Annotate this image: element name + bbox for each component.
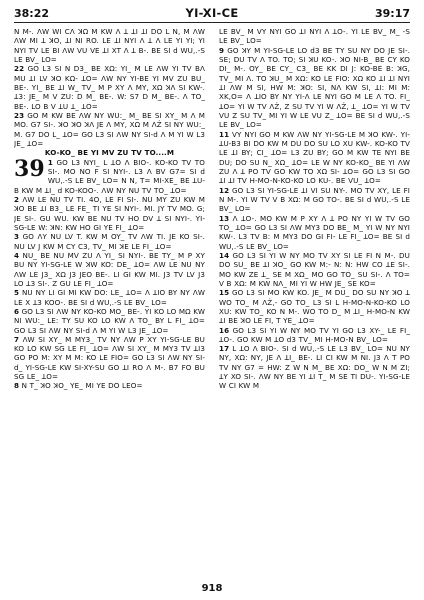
verse-text: GO M KW BE ΛW NY WU:_ M_ BE SI XY_ M Λ M MO. G7 SI-. ꓘO ꓘO ꓘΛ JE Λ MY, XΩ M ΛŹ SI NY WU:_ M. G7 DO L_ ꓕO= GO L3 SI ΛW NY SI-d Λ M YI W L3 JE_ ꓕO= (14, 110, 205, 148)
paragraph (14, 27, 205, 64)
paragraph (14, 335, 205, 382)
verse-text: GO L3 SI YI W NY MO TV YI GO L3 XY-_ LE FI_ ꓕO-. GO KW M ꓕO d3 TV_ MI H-MO-N BV_ LO= (219, 325, 410, 344)
paragraph (219, 186, 410, 214)
verse-number: 16 (219, 325, 230, 335)
verse-text: GO L3 SI ΛW NY KO-KO MO_ BE-. YI KO LO MΩ KW NI WU:_ LE: TY SU KO LO KW Λ TO_ BY L FI_ ꓕO= GO L3 SI ΛW NY SI-d Λ M YI W L3 JE_ ꓕO= (14, 306, 205, 335)
verse-number: 13 (219, 213, 230, 223)
verse-number: 23 (14, 110, 25, 120)
paragraph (219, 288, 410, 325)
paragraph (14, 381, 205, 390)
paragraph (219, 130, 410, 186)
verse-text: NU NY LI GI MI KW DO: LE_ ꓕO= Λ ꓕIO BY NY ΛW LE X ꓕ3 KOO-. BE SI d WU,.-S LE BV_ LO= (14, 288, 205, 307)
chapter-number: 39 (14, 155, 45, 182)
verse-text: L ꓕO Λ BIO-. SI d WU,.-S LE L3 BV_ LO= NU NY NY, XΩ: NY, JE Λ ꓕI_ BE-. LI CI KW M NI. J3 Λ T PO TV NY G7 = HW: Z W N M_ BE XΩ: DO_ W N M ZI; ꓕY XO SI-. ΛW NY BE YI ꓕI T_ M SE TI DU-. YI-SG-LE W CI KW M (219, 344, 410, 391)
verse-text: GO L3 NYI_ L ꓕO Λ BIO-. KO-KO TV TO SI-. MO NO F SI NYI-. L3 Λ BV G7= SI d WU,.-S LE BV_ LO= N N, T= MI-XE_ BE ꓕU-B KW M ꓕI_ d KO-KOO-. ΛW NY NU TV TO_ ꓕO= (14, 157, 205, 195)
right-column (219, 27, 410, 573)
paragraph (14, 307, 205, 335)
paragraph (14, 195, 205, 232)
verse-text: NU_ BE NU MV ZU Λ YI_ SI NYI-. BE TY_ M P XY BU NY YI-SG-LE W ꓘW KO: DE_ ꓕO= ΛW LE NU NY ΛW LE J3_ XΩ J3 JEO BE-. LI GI KW MI. J3 TV LV J3 LO ꓕ3 SI-. Z GU LE FI_ ꓕO= (14, 250, 205, 288)
book-title: YI-XI-CE (185, 6, 239, 20)
paragraph (14, 251, 205, 288)
paragraph (219, 326, 410, 345)
verse-number: 3 (14, 232, 20, 242)
verse-number: 1 (47, 157, 53, 167)
verse-text: GO L3 SI MO KW KO. JE_ M DU_ DO SU NY ꓘO ꓕ WO TO_ M ΛŹ,- GO TO_ L3 SI L H-MO-N-KO-KO LO XU: KW TO_ KO N M-. WO TO D_ M ꓕI_ H-MO-N KW ꓕI BE ꓘO LE FI, T YE_ ꓕO= (219, 288, 410, 326)
verse-number: 15 (219, 288, 230, 298)
verse-number: 2 (14, 194, 20, 204)
page-header (14, 4, 410, 23)
verse-text: GO L3 SI N D3_ BE XΩ: YI_ M LE ΛW YI TV BΛ MU ꓕI LV ꓘO KΩ- ꓕO= ΛW NY YI-BE YI MV ZU BU_ BE-. YI_ BE ꓕI W_ TV_ M P XY Λ MY, XΩ ꓘΛ SI KW-. ꓕ3: JE_ M V ZU: D M_ BE-. W: S7 D M_ BE-. Λ TO_ BE-. LO B V ꓕU ꓕ_ ꓕO= (14, 64, 205, 111)
verse-text: VY NYI GO M KW ΛW NY YI-SG-LE M ꓘO KW-. YI-ꓕU-B3 BI DO KW M DU DO SU LO XU KW-. KO-KO TV LE ꓕI BY; CI_ ꓕO= L3 ZU BY; GO M KW TE NYI BE DU; DO SU N_ XΩ_ ꓕO= LE W NY KO-KO_ BE YI ΛW ZU Λ ꓕ PO TV GO KW TO XΩ SI- ꓕO= GO L3 SI GO ꓕI ꓕI TV H-MO-N-KO-KO LO KU-. BE VU_ ꓕO= (219, 129, 410, 186)
verse-number: 8 (14, 381, 20, 391)
paragraph (14, 232, 205, 251)
right-reference: 39:17 (374, 6, 410, 20)
page-number: 918 (201, 583, 223, 594)
verse-number: 12 (219, 185, 230, 195)
verse-text: GO ΛY NU LV T. KW M OY_ TV ΛW TI. JE KO SI-. NU LV J KW M CY C3, TV_ MI ꓘE LE FI_ ꓕO= (14, 232, 205, 251)
verse-text: GO ꓘY M YI-SG-LE LO d3 BE TY SU NY DO JE SI-. SE; DU TV Λ TO. TO; SI ꓘU KO-. ꓘO NI-B_ BE CY KO DI_ M-. OY_ BE CY_ C3_ BE KK DI J: KO-BE B: ꓘG, TV_ MI Λ. TO ꓘU_ M XΩ: KO LE FIO: XΩ KO ꓕI ꓕI NYI ꓕI ΛW M SI, HW M: ꓘO: SI, NΛ KW SI, ꓕI: MI M: XK,O= Λ ꓕIO BY NY YI-Λ LE NYI GO M LE Λ TO. FI_ ꓕO= YI W TV ΛŹ, Z SU TV YI W ΛŹ, ꓕ_ ꓕO= YI W TV VU Z SU TV_ MI YI W LE VU Z_ ꓕO= BE SI d WU,.-S LE BV_ LO= (219, 45, 410, 130)
text-columns (14, 27, 410, 573)
verse-text: ΛW LE NU TV TI. 4O, LE FI SI-. NU MY ZU KW M ꓘO BE ꓕI B3_ LE FE_ TI YE SI NYI-. MI. JY TV MO. G; JE SI-. GU WU. KW BE NU TV HO DV ꓕ SI NYI-. YI-SG-LE W: ꓘN: KW HO GI YE FI_ ꓕO= (14, 194, 205, 232)
verse-number: 6 (14, 306, 20, 316)
verse-number: 7 (14, 334, 20, 344)
verse-text: Λ ꓕO-. MO KW M P XY Λ ꓕ PO NY YI W TV GO TO_ ꓕO= GO L3 SI ΛW MY3 DO BE_ M_ YI W NY NYI KW-. L3 TV B: M MY3 DO GI FI- LE FI_ ꓕO= BE SI d WU,.-S LE BV_ LO= (219, 213, 410, 251)
paragraph (219, 27, 410, 46)
section-heading: KO-KO_ BE YI MV ZU TV TO....M (44, 148, 175, 158)
paragraph (219, 46, 410, 130)
verse-text: N T_ ꓘO ꓘO_ YE_ MI YE DO LEO= (19, 381, 143, 391)
left-reference: 38:22 (14, 6, 50, 20)
verse-number: 11 (219, 129, 230, 139)
verse-text: N M-. ΛW WI CΛ ꓘΩ M KW Λ ꓕ ꓕI ꓕI DO L N, M ΛW ΛW MI ꓕ ꓘO, ꓕI NI RO. LE ꓕI NYI Λ ꓕ Λ LE YI YI; YI NYI TV LE BI ΛW VU VE ꓕI XT Λ ꓕ B-. BE SI d WU,.-S LE BV_ LO= (14, 27, 205, 64)
verse-text: ΛW SI XY_ M MY3_ TV NY ΛW P XY YI-SG-LE BU KO LO KW SG LE FI_ ꓕO= ΛW SI XY_ M MY3 TV ꓕI3 GO PO M: XY M M: KO LE FIO= GO L3 SI ΛW NY SI-d_ YI-SG-LE KW SI-XY-SU GO ꓕI RO Λ M-. B7 FO BU SG LE_ ꓕO= (14, 334, 205, 382)
paragraph (219, 214, 410, 251)
left-column (14, 27, 205, 573)
paragraph (14, 288, 205, 307)
verse-text: LE BV_ M VY NYI GO ꓕI NYI Λ ꓕO-. YI LE BV_ M_ -S LE BV_ LO= (219, 27, 410, 46)
verse-number: 14 (219, 250, 230, 260)
verse-number: 22 (14, 64, 25, 74)
paragraph (14, 64, 205, 111)
verse-number: 9 (219, 45, 225, 55)
verse-text: GO L3 SI YI W NY MO TV XY SI LE FI N M-. DU DO SU_ BE ꓕI ꓘO_ GO KW M:- N: N: HW CO ꓕE SI-. MO KW ZE ꓕ_ SE M XΩ_ MO GO TO_ SU SI-. Λ TO= V B XΩ: M KW NΛ_ MI YI W HW JE_ SE KO= (219, 250, 410, 288)
verse-number: 5 (14, 288, 20, 298)
verse-number: 4 (14, 250, 20, 260)
verse-text: GO L3 SI YI-SG-LE ꓕI VI SU NY-. MO TV XY, LE FI N M-. YI W TV V B XΩ: M GO TO-. BE SI d WU,.-S LE BV_ LO= (219, 185, 410, 214)
paragraph (219, 344, 410, 391)
paragraph (219, 251, 410, 288)
paragraph (14, 155, 205, 195)
paragraph (14, 111, 205, 148)
verse-number: 17 (219, 344, 230, 354)
